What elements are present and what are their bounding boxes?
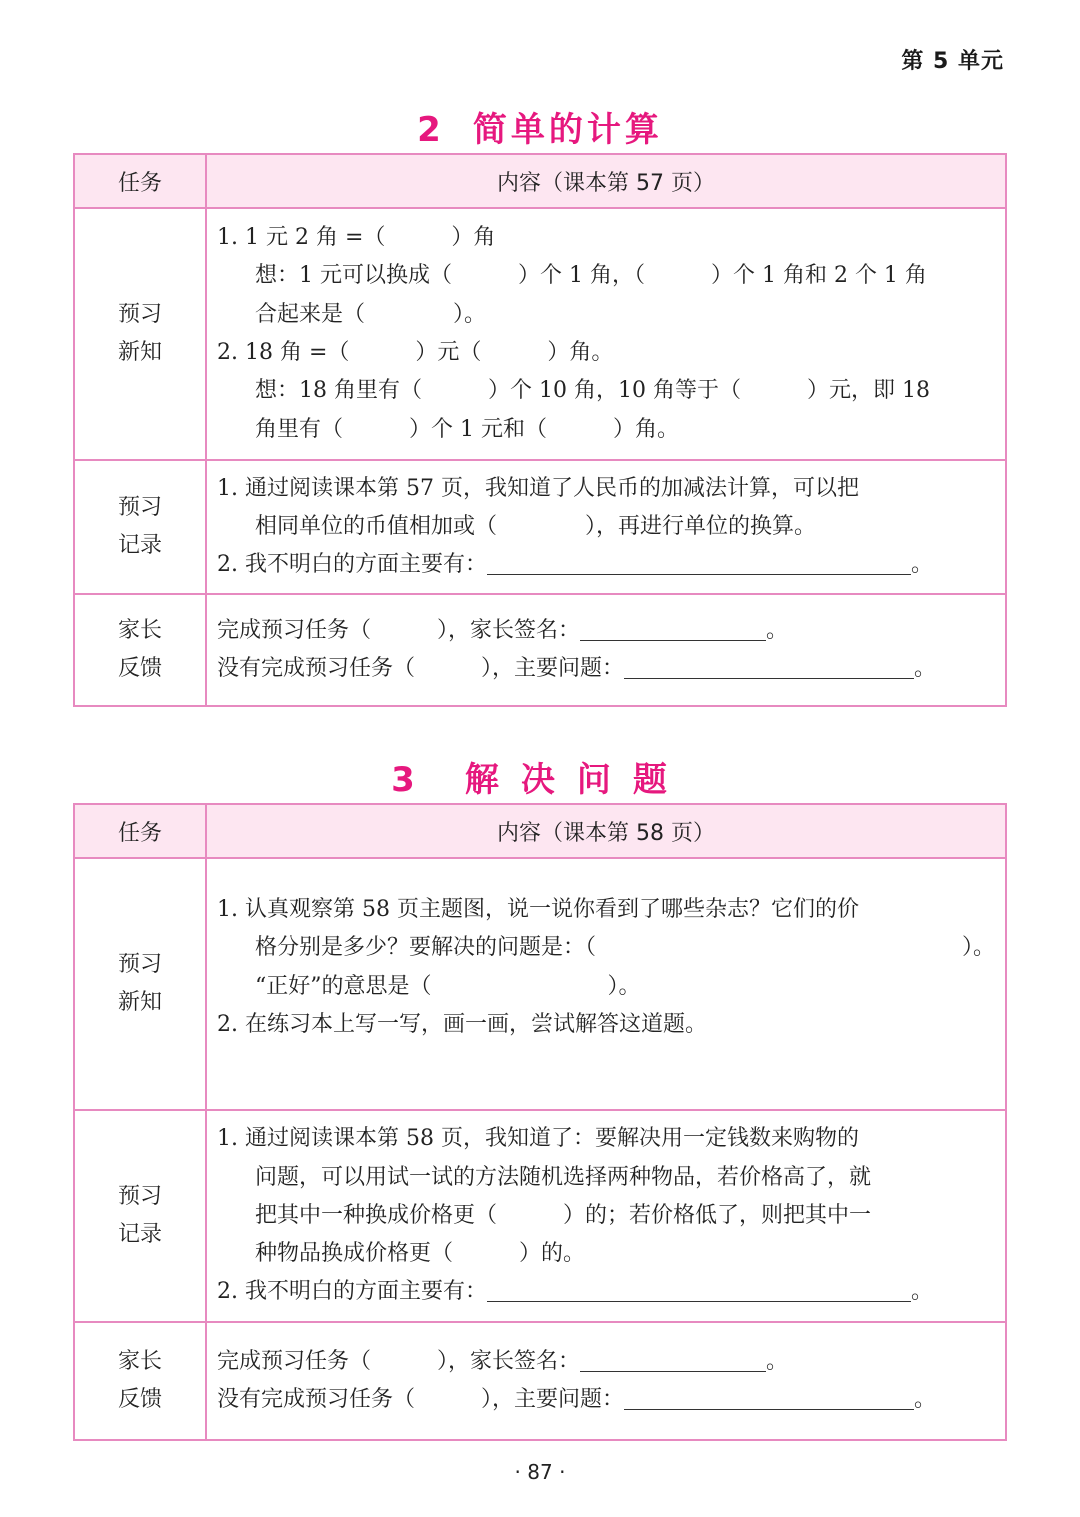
row-label: 预习 记录 <box>74 1110 206 1322</box>
record-line: 相同单位的币值相加或（ ），再进行单位的换算。 <box>255 513 817 539</box>
record-line: 2. 我不明白的方面主要有： <box>217 1279 487 1305</box>
preview-table-section-2 <box>73 153 1007 707</box>
answer-blank[interactable] <box>487 552 911 575</box>
question-line: “正好”的意思是（ ）。 <box>255 973 641 999</box>
header-content: 内容（课本第 58 页） <box>206 804 1006 858</box>
table-header-row <box>74 154 1006 208</box>
record-line: 把其中一种换成价格更（ ）的；若价格低了，则把其中一 <box>255 1202 872 1228</box>
question-line: 格分别是多少？要解决的问题是：（ <box>255 935 597 961</box>
answer-blank[interactable] <box>487 1279 911 1302</box>
record-line: 1. 通过阅读课本第 58 页，我知道了：要解决用一定钱数来购物的 <box>217 1126 859 1152</box>
page-number: · 87 · <box>514 1460 566 1484</box>
preview-table-section-3 <box>73 803 1007 1441</box>
row-label: 预习 新知 <box>74 858 206 1110</box>
question-line: 1. 1 元 2 角 =（ ）角 <box>217 225 496 251</box>
row-content: 1. 通过阅读课本第 58 页，我知道了：要解决用一定钱数来购物的 问题，可以用试一试的方法随机选择两种物品，若价格高了，就 把其中一种换成价格更（ ）的；若价格低了，则把其中一 种物品换成价格更（ ）的。 2. 我不明白的方面主要有： 。 <box>206 1110 1006 1322</box>
signature-blank[interactable] <box>580 618 766 641</box>
row-label: 家长 反馈 <box>74 594 206 706</box>
question-line: 1. 认真观察第 58 页主题图，说一说你看到了哪些杂志？它们的价 <box>217 897 859 922</box>
question-line: 想：1 元可以换成（ ）个 1 角，（ ）个 1 角和 2 个 1 角 <box>255 263 927 289</box>
row-content <box>206 208 1006 460</box>
problem-blank[interactable] <box>624 1387 914 1410</box>
feedback-line: 没有完成预习任务（ ），主要问题： <box>217 656 625 681</box>
question-line: 2. 在练习本上写一写，画一画，尝试解答这道题。 <box>217 1011 707 1037</box>
header-content: 内容（课本第 57 页） <box>206 154 1006 208</box>
problem-blank[interactable] <box>624 656 914 679</box>
record-line: 2. 我不明白的方面主要有： <box>217 552 487 578</box>
question-line: 合起来是（ ）。 <box>255 301 487 327</box>
record-line: 1. 通过阅读课本第 57 页，我知道了人民币的加减法计算，可以把 <box>217 475 859 501</box>
row-parent-feedback <box>74 1322 1006 1440</box>
section-number: 2 <box>417 110 445 150</box>
unit-label: 第 5 单元 <box>901 49 1004 74</box>
feedback-line: 完成预习任务（ ），家长签名： <box>217 617 581 643</box>
row-preview-record <box>74 460 1006 594</box>
record-line: 问题，可以用试一试的方法随机选择两种物品，若价格高了，就 <box>255 1164 872 1190</box>
question-line: 想：18 角里有（ ）个 10 角，10 角等于（ ）元，即 18 <box>255 378 930 404</box>
record-line: 种物品换成价格更（ ）的。 <box>255 1241 586 1267</box>
section-title-text: 解决问题 <box>464 760 689 800</box>
section-number: 3 <box>391 760 437 800</box>
question-line: 角里有（ ）个 1 元和（ ）角。 <box>255 416 679 442</box>
header-task: 任务 <box>74 804 206 858</box>
row-content: 完成预习任务（ ），家长签名： 。 没有完成预习任务（ ），主要问题： 。 <box>206 1322 1006 1440</box>
feedback-line: 完成预习任务（ ），家长签名： <box>217 1348 581 1374</box>
signature-blank[interactable] <box>580 1349 766 1372</box>
section-title-text: 简单的计算 <box>472 110 663 150</box>
row-content: 完成预习任务（ ），家长签名： 。 没有完成预习任务（ ），主要问题： 。 <box>206 594 1006 706</box>
row-parent-feedback <box>74 594 1006 706</box>
row-preview-new-knowledge <box>74 858 1006 1110</box>
row-preview-new-knowledge <box>74 208 1006 460</box>
row-content: 1. 认真观察第 58 页主题图，说一说你看到了哪些杂志？它们的价 格分别是多少？要解决的问题是：（ ）。 “正好”的意思是（ ）。 2. 在练习本上写一写，画一画，尝试解答这道题。 <box>206 858 1006 1110</box>
section-title-2 <box>0 102 1080 151</box>
header-task: 任务 <box>74 154 206 208</box>
row-preview-record <box>74 1110 1006 1322</box>
row-label: 家长 反馈 <box>74 1322 206 1440</box>
table-header-row <box>74 804 1006 858</box>
feedback-line: 没有完成预习任务（ ），主要问题： <box>217 1387 625 1412</box>
row-label: 预习 新知 <box>74 208 206 460</box>
section-title-3 <box>0 752 1080 801</box>
row-content: 1. 通过阅读课本第 57 页，我知道了人民币的加减法计算，可以把 相同单位的币值相加或（ ），再进行单位的换算。 2. 我不明白的方面主要有： 。 <box>206 460 1006 594</box>
question-line: 2. 18 角 =（ ）元（ ）角。 <box>217 340 614 365</box>
row-label: 预习 记录 <box>74 460 206 594</box>
